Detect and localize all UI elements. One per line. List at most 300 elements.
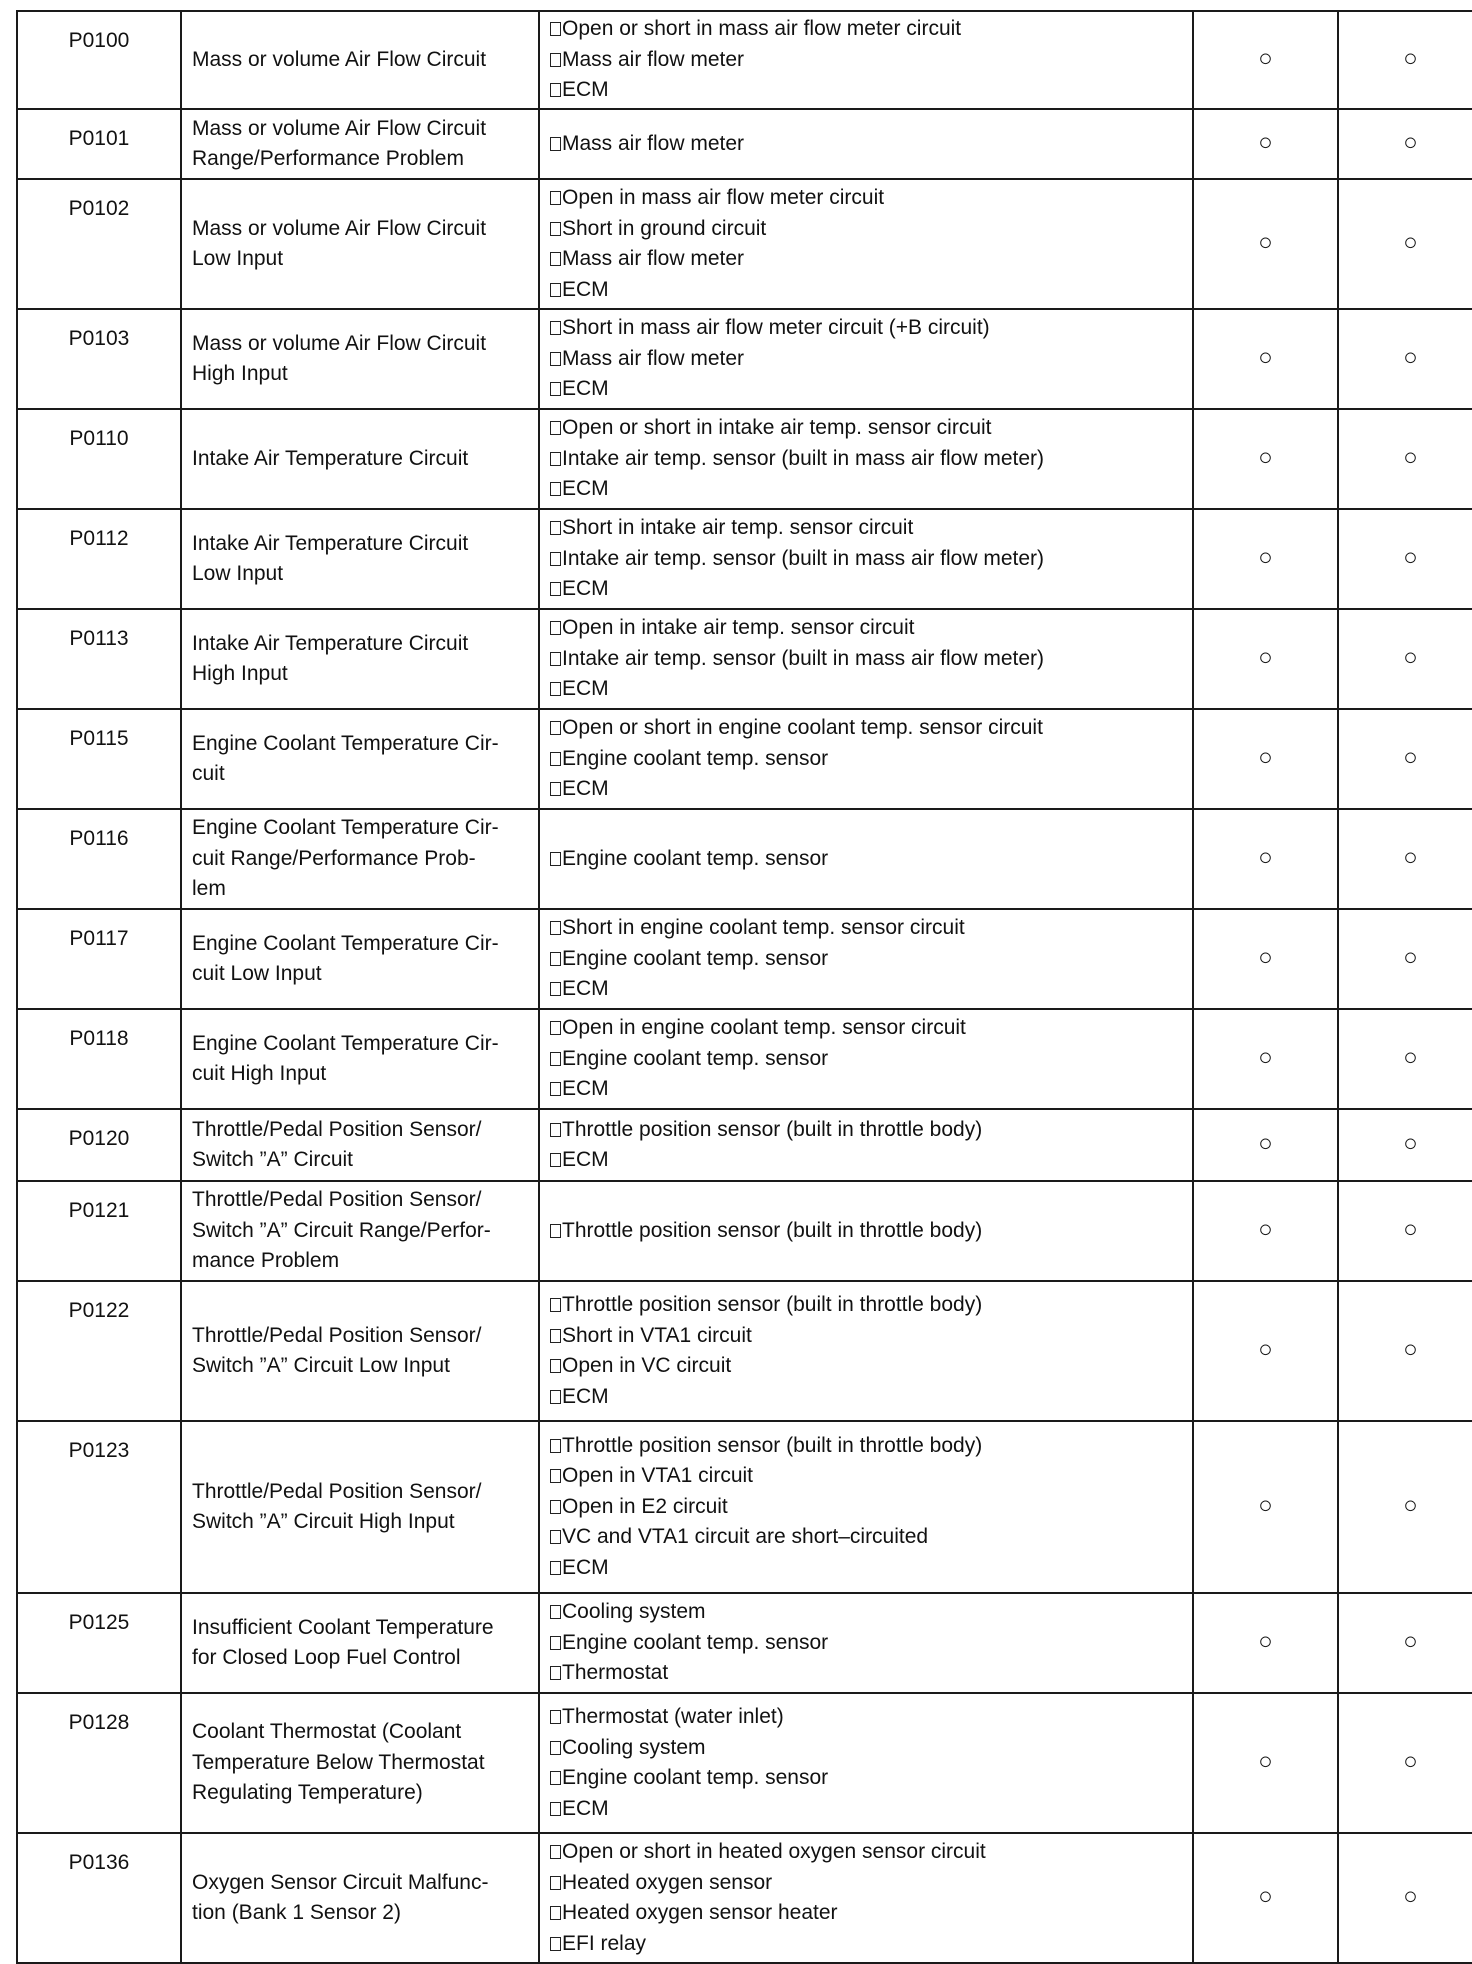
table-row: [17, 11, 1472, 109]
mil-mark: ○: [1258, 344, 1273, 372]
detection-item-cell: [181, 309, 539, 409]
detection-item-line: Intake Air Temperature Circuit: [192, 631, 469, 655]
trouble-area-item: [550, 1431, 1192, 1462]
memory-mark: ○: [1403, 944, 1418, 972]
trouble-area-item: [550, 129, 1192, 160]
bullet-box-icon: [550, 1224, 561, 1238]
trouble-area-item: [550, 14, 1192, 45]
table-row: [17, 1833, 1472, 1963]
detection-item-line: High Input: [192, 362, 288, 385]
trouble-area-item: [550, 75, 1192, 106]
trouble-area-text: ECM: [562, 777, 609, 801]
bullet-box-icon: [550, 1500, 561, 1514]
trouble-area-item: [550, 1702, 1192, 1733]
memory-cell: [1338, 909, 1472, 1009]
trouble-area-item: [550, 944, 1192, 975]
trouble-area-cell: [539, 609, 1193, 709]
memory-mark: ○: [1403, 45, 1418, 73]
trouble-area-text: VC and VTA1 circuit are short–circuited: [562, 1525, 929, 1549]
bullet-box-icon: [550, 852, 561, 866]
bullet-box-icon: [550, 352, 561, 366]
trouble-area-text: Heated oxygen sensor: [562, 1870, 773, 1894]
mil-mark: ○: [1258, 45, 1273, 73]
mil-cell: [1193, 409, 1338, 509]
trouble-area-item: [550, 744, 1192, 775]
detection-item-line: Temperature Below Thermostat: [192, 1750, 485, 1774]
detection-item-line: Insufficient Coolant Temperature: [192, 1615, 494, 1639]
trouble-area-cell: [539, 179, 1193, 309]
trouble-area-cell: [539, 109, 1193, 179]
dtc-code-cell: [17, 509, 181, 609]
bullet-box-icon: [550, 1021, 561, 1035]
bullet-box-icon: [550, 1123, 561, 1137]
trouble-area-item: [550, 974, 1192, 1005]
detection-item-line: High Input: [192, 662, 288, 685]
trouble-area-item: [550, 214, 1192, 245]
table-row: [17, 1181, 1472, 1281]
trouble-area-text: Throttle position sensor (built in throttle body): [562, 1117, 983, 1141]
trouble-area-item: [550, 1868, 1192, 1899]
mil-cell: [1193, 1833, 1338, 1963]
dtc-code: P0120: [68, 1127, 130, 1150]
bullet-box-icon: [550, 1906, 561, 1920]
dtc-code-cell: [17, 1009, 181, 1109]
bullet-box-icon: [550, 1741, 561, 1755]
memory-cell: [1338, 309, 1472, 409]
dtc-code: P0117: [69, 927, 129, 950]
memory-mark: ○: [1403, 1883, 1418, 1911]
mil-cell: [1193, 609, 1338, 709]
trouble-area-item: [550, 413, 1192, 444]
dtc-code: P0118: [69, 1027, 129, 1050]
bullet-box-icon: [550, 421, 561, 435]
trouble-area-text: Throttle position sensor (built in throttle body): [562, 1433, 983, 1457]
detection-item-cell: [181, 109, 539, 179]
detection-item-line: Intake Air Temperature Circuit: [192, 531, 469, 555]
dtc-code: P0128: [68, 1711, 130, 1734]
trouble-area-text: EFI relay: [562, 1931, 647, 1955]
mil-mark: ○: [1258, 129, 1273, 157]
trouble-area-text: ECM: [562, 977, 609, 1001]
bullet-box-icon: [550, 1845, 561, 1859]
detection-item-line: Engine Coolant Temperature Cir-: [192, 816, 499, 840]
memory-mark: ○: [1403, 544, 1418, 572]
table-row: [17, 909, 1472, 1009]
bullet-box-icon: [550, 191, 561, 205]
trouble-area-text: Open or short in intake air temp. sensor circuit: [562, 416, 992, 440]
detection-item-cell: [181, 1421, 539, 1593]
bullet-box-icon: [550, 1359, 561, 1373]
trouble-area-item: [550, 275, 1192, 306]
detection-item-cell: [181, 509, 539, 609]
table-row: [17, 1281, 1472, 1421]
table-row: [17, 1109, 1472, 1181]
detection-item-cell: [181, 1281, 539, 1421]
dtc-code: P0122: [68, 1299, 130, 1322]
trouble-area-text: Open in engine coolant temp. sensor circuit: [562, 1016, 966, 1040]
memory-mark: ○: [1403, 444, 1418, 472]
mil-cell: [1193, 709, 1338, 809]
trouble-area-text: ECM: [562, 377, 609, 401]
detection-item-line: cuit Low Input: [192, 962, 322, 985]
trouble-area-item: [550, 45, 1192, 76]
mil-cell: [1193, 1593, 1338, 1693]
dtc-code-cell: [17, 109, 181, 179]
bullet-box-icon: [550, 1439, 561, 1453]
mil-cell: [1193, 1109, 1338, 1181]
dtc-code-cell: [17, 1421, 181, 1593]
trouble-area-text: Heated oxygen sensor heater: [562, 1901, 838, 1924]
trouble-area-item: [550, 674, 1192, 705]
trouble-area-item: [550, 313, 1192, 344]
dtc-code: P0116: [69, 827, 129, 850]
table-row: [17, 1421, 1472, 1593]
memory-mark: ○: [1403, 129, 1418, 157]
detection-item-cell: [181, 179, 539, 309]
dtc-code-cell: [17, 1109, 181, 1181]
trouble-area-item: [550, 613, 1192, 644]
trouble-area-cell: [539, 1593, 1193, 1693]
detection-item-cell: [181, 1009, 539, 1109]
bullet-box-icon: [550, 721, 561, 735]
dtc-code: P0125: [68, 1611, 130, 1634]
trouble-area-text: Open in intake air temp. sensor circuit: [562, 616, 915, 640]
detection-item-line: mance Problem: [192, 1249, 340, 1273]
mil-cell: [1193, 179, 1338, 309]
trouble-area-item: [550, 913, 1192, 944]
mil-mark: ○: [1258, 444, 1273, 472]
table-row: [17, 109, 1472, 179]
mil-cell: [1193, 1009, 1338, 1109]
bullet-box-icon: [550, 1082, 561, 1096]
trouble-area-text: ECM: [562, 78, 609, 102]
detection-item-cell: [181, 909, 539, 1009]
trouble-area-item: [550, 444, 1192, 475]
table-row: [17, 509, 1472, 609]
dtc-code: P0100: [68, 29, 130, 52]
detection-item-cell: [181, 409, 539, 509]
trouble-area-item: [550, 1628, 1192, 1659]
detection-item-cell: [181, 609, 539, 709]
trouble-area-item: [550, 1145, 1192, 1176]
dtc-code-cell: [17, 179, 181, 309]
trouble-area-item: [550, 1290, 1192, 1321]
memory-cell: [1338, 1693, 1472, 1833]
memory-mark: ○: [1403, 1044, 1418, 1072]
memory-cell: [1338, 809, 1472, 909]
mil-cell: [1193, 309, 1338, 409]
dtc-code: P0103: [68, 327, 130, 350]
trouble-area-text: Short in mass air flow meter circuit (+B circuit): [562, 316, 990, 340]
detection-item-line: Oxygen Sensor Circuit Malfunc-: [192, 1870, 489, 1894]
detection-item-cell: [181, 709, 539, 809]
bullet-box-icon: [550, 1802, 561, 1816]
detection-item-line: Regulating Temperature): [192, 1781, 423, 1805]
memory-cell: [1338, 11, 1472, 109]
dtc-code-cell: [17, 409, 181, 509]
trouble-area-item: [550, 1898, 1192, 1929]
mil-mark: ○: [1258, 1216, 1273, 1244]
table-row: [17, 1593, 1472, 1693]
trouble-area-item: [550, 644, 1192, 675]
trouble-area-text: ECM: [562, 1796, 609, 1820]
trouble-area-item: [550, 513, 1192, 544]
mil-cell: [1193, 509, 1338, 609]
trouble-area-cell: [539, 309, 1193, 409]
trouble-area-text: Short in VTA1 circuit: [562, 1323, 752, 1347]
trouble-area-item: [550, 1658, 1192, 1689]
bullet-box-icon: [550, 582, 561, 596]
trouble-area-item: [550, 1837, 1192, 1868]
dtc-code: P0121: [68, 1199, 130, 1222]
mil-cell: [1193, 1181, 1338, 1281]
detection-item-cell: [181, 1833, 539, 1963]
trouble-area-text: Mass air flow meter: [562, 47, 745, 71]
trouble-area-item: [550, 1794, 1192, 1825]
trouble-area-text: Throttle position sensor (built in throttle body): [562, 1218, 983, 1242]
trouble-area-item: [550, 1216, 1192, 1247]
trouble-area-item: [550, 1074, 1192, 1105]
memory-cell: [1338, 1281, 1472, 1421]
bullet-box-icon: [550, 1469, 561, 1483]
detection-item-line: Mass or volume Air Flow Circuit: [192, 216, 487, 240]
dtc-code-cell: [17, 309, 181, 409]
trouble-area-item: [550, 244, 1192, 275]
bullet-box-icon: [550, 321, 561, 335]
bullet-box-icon: [550, 22, 561, 36]
bullet-box-icon: [550, 621, 561, 635]
trouble-area-cell: [539, 1693, 1193, 1833]
detection-item-line: cuit Range/Performance Prob-: [192, 846, 476, 870]
trouble-area-item: [550, 1044, 1192, 1075]
bullet-box-icon: [550, 921, 561, 935]
detection-item-line: Switch ”A” Circuit: [192, 1148, 354, 1171]
bullet-box-icon: [550, 83, 561, 97]
bullet-box-icon: [550, 1298, 561, 1312]
table-row: [17, 609, 1472, 709]
memory-cell: [1338, 1181, 1472, 1281]
bullet-box-icon: [550, 1052, 561, 1066]
dtc-code-cell: [17, 1281, 181, 1421]
trouble-area-item: [550, 344, 1192, 375]
trouble-area-text: ECM: [562, 1077, 609, 1101]
memory-cell: [1338, 1009, 1472, 1109]
dtc-code: P0102: [68, 197, 130, 220]
trouble-area-text: Open in VC circuit: [562, 1354, 732, 1377]
memory-mark: ○: [1403, 1492, 1418, 1520]
memory-cell: [1338, 1593, 1472, 1693]
trouble-area-item: [550, 1522, 1192, 1553]
memory-cell: [1338, 409, 1472, 509]
bullet-box-icon: [550, 1605, 561, 1619]
table-row: [17, 709, 1472, 809]
trouble-area-cell: [539, 1421, 1193, 1593]
detection-item-cell: [181, 809, 539, 909]
bullet-box-icon: [550, 1561, 561, 1575]
memory-cell: [1338, 1109, 1472, 1181]
bullet-box-icon: [550, 1390, 561, 1404]
mil-mark: ○: [1258, 544, 1273, 572]
memory-mark: ○: [1403, 844, 1418, 872]
detection-item-line: Mass or volume Air Flow Circuit: [192, 47, 487, 71]
table-row: [17, 809, 1472, 909]
trouble-area-item: [550, 1929, 1192, 1960]
trouble-area-text: ECM: [562, 477, 609, 501]
trouble-area-cell: [539, 409, 1193, 509]
detection-item-line: Throttle/Pedal Position Sensor/: [192, 1323, 482, 1347]
trouble-area-cell: [539, 709, 1193, 809]
trouble-area-text: Cooling system: [562, 1735, 706, 1759]
detection-item-line: Engine Coolant Temperature Cir-: [192, 731, 499, 755]
dtc-code-cell: [17, 809, 181, 909]
memory-cell: [1338, 709, 1472, 809]
trouble-area-text: Engine coolant temp. sensor: [562, 746, 829, 770]
trouble-area-item: [550, 1382, 1192, 1413]
trouble-area-text: ECM: [562, 677, 609, 701]
detection-item-line: Switch ”A” Circuit Range/Perfor-: [192, 1218, 491, 1242]
bullet-box-icon: [550, 1329, 561, 1343]
trouble-area-text: Short in intake air temp. sensor circuit: [562, 516, 914, 540]
detection-item-line: tion (Bank 1 Sensor 2): [192, 1901, 401, 1924]
bullet-box-icon: [550, 652, 561, 666]
mil-mark: ○: [1258, 744, 1273, 772]
trouble-area-item: [550, 1763, 1192, 1794]
bullet-box-icon: [550, 1710, 561, 1724]
trouble-area-text: Short in ground circuit: [562, 216, 767, 240]
mil-mark: ○: [1258, 1628, 1273, 1656]
mil-cell: [1193, 1421, 1338, 1593]
detection-item-cell: [181, 1109, 539, 1181]
mil-mark: ○: [1258, 1883, 1273, 1911]
memory-cell: [1338, 1833, 1472, 1963]
trouble-area-text: Engine coolant temp. sensor: [562, 846, 829, 870]
mil-cell: [1193, 1281, 1338, 1421]
mil-mark: ○: [1258, 1492, 1273, 1520]
detection-item-line: cuit: [192, 762, 225, 785]
bullet-box-icon: [550, 452, 561, 466]
mil-mark: ○: [1258, 1130, 1273, 1158]
mil-mark: ○: [1258, 644, 1273, 672]
detection-item-cell: [181, 1693, 539, 1833]
dtc-code: P0101: [68, 127, 130, 150]
table-row: [17, 1693, 1472, 1833]
trouble-area-cell: [539, 1281, 1193, 1421]
detection-item-line: Throttle/Pedal Position Sensor/: [192, 1188, 482, 1212]
detection-item-line: Mass or volume Air Flow Circuit: [192, 331, 487, 355]
trouble-area-text: Open in mass air flow meter circuit: [562, 186, 885, 209]
dtc-code: P0136: [68, 1851, 130, 1874]
memory-mark: ○: [1403, 344, 1418, 372]
dtc-code: P0113: [69, 627, 129, 650]
trouble-area-text: Mass air flow meter: [562, 247, 745, 270]
bullet-box-icon: [550, 283, 561, 297]
mil-cell: [1193, 1693, 1338, 1833]
trouble-area-text: Open in E2 circuit: [562, 1494, 728, 1518]
trouble-area-text: Engine coolant temp. sensor: [562, 1630, 829, 1654]
trouble-area-text: Engine coolant temp. sensor: [562, 946, 829, 970]
trouble-area-text: ECM: [562, 577, 609, 601]
trouble-area-text: Mass air flow meter: [562, 346, 745, 370]
trouble-area-item: [550, 1461, 1192, 1492]
bullet-box-icon: [550, 1636, 561, 1650]
mil-mark: ○: [1258, 229, 1273, 257]
memory-mark: ○: [1403, 1628, 1418, 1656]
detection-item-line: for Closed Loop Fuel Control: [192, 1646, 461, 1669]
trouble-area-item: [550, 1492, 1192, 1523]
trouble-area-item: [550, 1733, 1192, 1764]
trouble-area-text: Short in engine coolant temp. sensor circuit: [562, 916, 965, 940]
bullet-box-icon: [550, 1876, 561, 1890]
trouble-area-text: ECM: [562, 1555, 609, 1579]
trouble-area-text: Intake air temp. sensor (built in mass air flow meter): [562, 446, 1044, 470]
detection-item-line: Engine Coolant Temperature Cir-: [192, 931, 499, 955]
trouble-area-cell: [539, 1009, 1193, 1109]
trouble-area-cell: [539, 11, 1193, 109]
detection-item-line: Mass or volume Air Flow Circuit: [192, 116, 487, 140]
trouble-area-item: [550, 1115, 1192, 1146]
dtc-code-cell: [17, 909, 181, 1009]
trouble-area-item: [550, 1553, 1192, 1584]
bullet-box-icon: [550, 1666, 561, 1680]
memory-mark: ○: [1403, 744, 1418, 772]
trouble-area-text: Thermostat: [562, 1661, 669, 1685]
bullet-box-icon: [550, 1530, 561, 1544]
table-row: [17, 409, 1472, 509]
detection-item-cell: [181, 11, 539, 109]
trouble-area-cell: [539, 509, 1193, 609]
dtc-code-cell: [17, 1693, 181, 1833]
trouble-area-item: [550, 713, 1192, 744]
detection-item-line: Switch ”A” Circuit High Input: [192, 1510, 455, 1533]
detection-item-line: Intake Air Temperature Circuit: [192, 446, 469, 470]
trouble-area-cell: [539, 1833, 1193, 1963]
table-row: [17, 179, 1472, 309]
trouble-area-text: Open or short in mass air flow meter circuit: [562, 17, 962, 41]
table-row: [17, 309, 1472, 409]
memory-cell: [1338, 109, 1472, 179]
trouble-area-item: [550, 844, 1192, 875]
memory-mark: ○: [1403, 229, 1418, 257]
detection-item-line: Low Input: [192, 562, 284, 585]
trouble-area-item: [550, 374, 1192, 405]
trouble-area-item: [550, 544, 1192, 575]
trouble-area-text: Cooling system: [562, 1600, 706, 1624]
dtc-code: P0110: [69, 427, 129, 450]
bullet-box-icon: [550, 752, 561, 766]
bullet-box-icon: [550, 1153, 561, 1167]
table-row: [17, 1009, 1472, 1109]
detection-item-line: Throttle/Pedal Position Sensor/: [192, 1117, 482, 1141]
dtc-code-cell: [17, 1593, 181, 1693]
bullet-box-icon: [550, 521, 561, 535]
trouble-area-text: Mass air flow meter: [562, 131, 745, 155]
trouble-area-item: [550, 1321, 1192, 1352]
dtc-code-cell: [17, 1833, 181, 1963]
trouble-area-item: [550, 1351, 1192, 1382]
memory-cell: [1338, 179, 1472, 309]
bullet-box-icon: [550, 382, 561, 396]
dtc-code-cell: [17, 11, 181, 109]
bullet-box-icon: [550, 982, 561, 996]
bullet-box-icon: [550, 482, 561, 496]
bullet-box-icon: [550, 252, 561, 266]
memory-mark: ○: [1403, 644, 1418, 672]
mil-cell: [1193, 809, 1338, 909]
bullet-box-icon: [550, 1937, 561, 1951]
detection-item-line: cuit High Input: [192, 1062, 327, 1085]
bullet-box-icon: [550, 53, 561, 67]
trouble-area-text: Open or short in engine coolant temp. sensor circuit: [562, 716, 1043, 740]
